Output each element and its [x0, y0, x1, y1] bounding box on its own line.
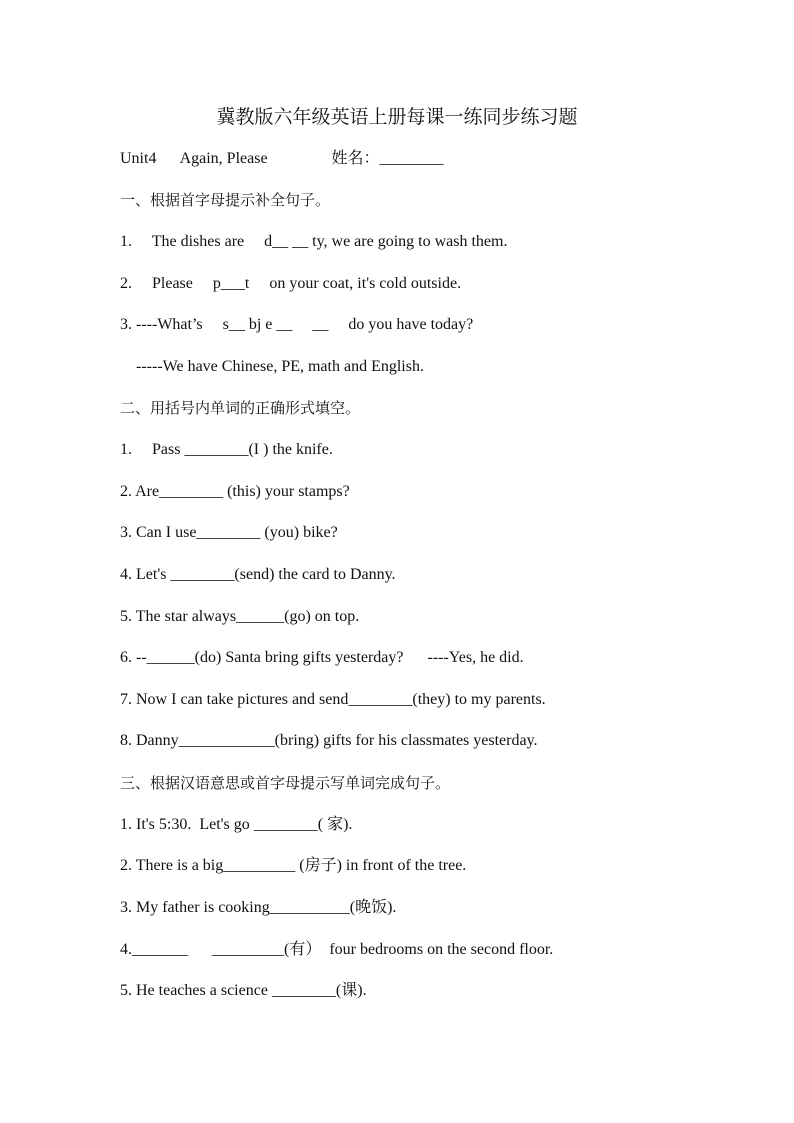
section-3-heading: 三、根据汉语意思或首字母提示写单词完成句子。 — [120, 774, 451, 792]
section-2-item: 4. Let's ________(send) the card to Danny. — [120, 566, 396, 583]
section-2-item: 2. Are________ (this) your stamps? — [120, 483, 350, 500]
section-2-item: 5. The star always______(go) on top. — [120, 608, 360, 625]
section-3-item: 2. There is a big_________ (房子) in front of the tree. — [120, 857, 467, 874]
section-2-item: 3. Can I use________ (you) bike? — [120, 524, 338, 541]
section-2-item: 1. Pass ________(I ) the knife. — [120, 441, 333, 458]
section-3-item: 1. It's 5:30. Let's go ________( 家). — [120, 816, 353, 833]
section-2-heading: 二、用括号内单词的正确形式填空。 — [120, 399, 361, 417]
section-2-item: 7. Now I can take pictures and send________(they) to my parents. — [120, 691, 546, 708]
section-3-item: 4._______ _________(有） four bedrooms on the second floor. — [120, 941, 554, 958]
section-1-item: -----We have Chinese, PE, math and English. — [120, 358, 424, 375]
section-3-item: 5. He teaches a science ________(课). — [120, 982, 367, 999]
section-1-heading: 一、根据首字母提示补全句子。 — [120, 191, 331, 209]
section-3-item: 3. My father is cooking__________(晚饭). — [120, 899, 397, 916]
section-1-item: 1. The dishes are d__ __ ty, we are going to wash them. — [120, 233, 508, 250]
section-2-item: 6. --______(do) Santa bring gifts yesterday? ----Yes, he did. — [120, 649, 524, 666]
section-2-item: 8. Danny____________(bring) gifts for his classmates yesterday. — [120, 732, 538, 749]
section-1-item: 3. ----What’s s__ bj e __ __ do you have today? — [120, 316, 474, 333]
section-1-item: 2. Please p___t on your coat, it's cold outside. — [120, 275, 462, 292]
page-title: 冀教版六年级英语上册每课一练同步练习题 — [216, 106, 578, 128]
unit-name-line: Unit4 Again, Please 姓名：________ — [120, 150, 444, 167]
